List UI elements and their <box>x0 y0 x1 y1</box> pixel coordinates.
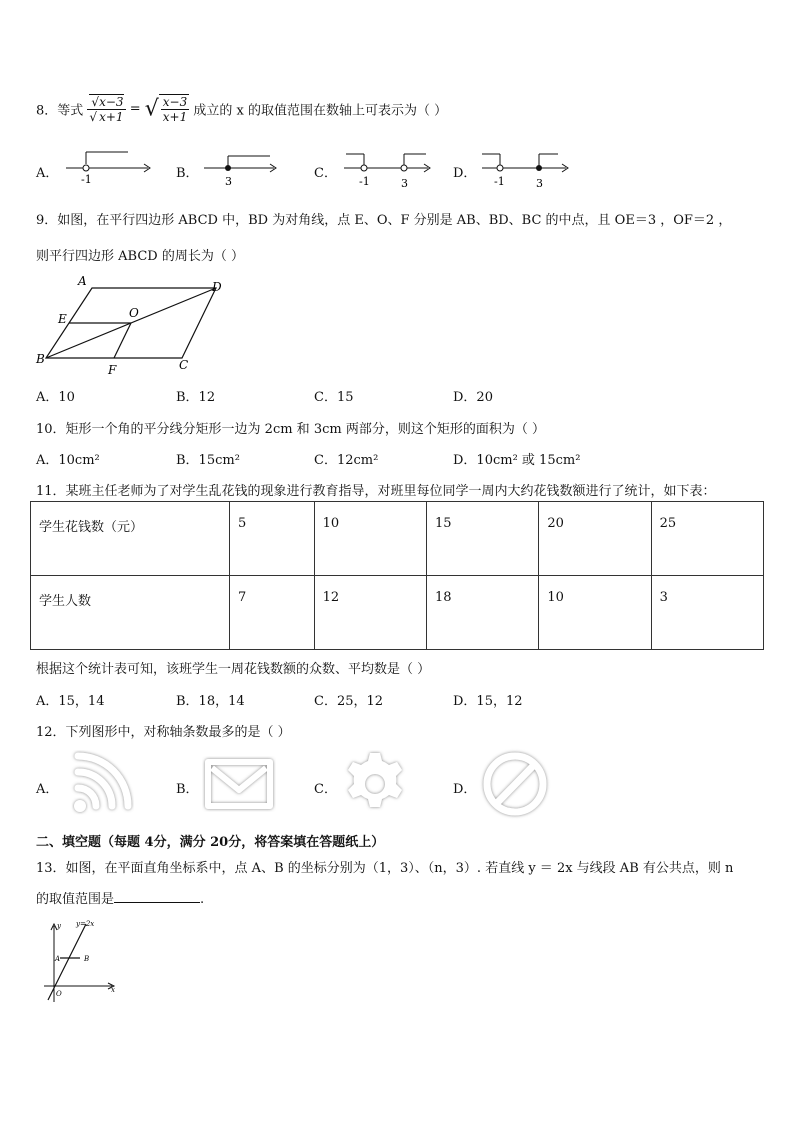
q11-statistics-table <box>30 501 764 650</box>
q10-stem: 10．矩形一个角的平分线分矩形一边为 2cm 和 3cm 两部分，则这个矩形的面积为（ ） <box>36 422 545 437</box>
label-d: D <box>212 280 222 294</box>
q8-left-den: x+1 <box>99 109 124 124</box>
q9-option-d: D．20 <box>453 390 493 405</box>
q12-option-c: C． <box>314 782 337 797</box>
q12-option-b: B． <box>176 782 199 797</box>
q8-d-tick-3: 3 <box>536 177 543 190</box>
answer-blank[interactable] <box>114 890 200 903</box>
q8-equals: = <box>129 101 141 117</box>
table-row <box>31 576 764 650</box>
q13-coordinate-figure <box>38 914 122 1008</box>
table-cell: 25 <box>651 502 763 576</box>
q11-stem: 11．某班主任老师为了对学生乱花钱的现象进行教育指导，对班里每位同学一周内大约花钱数额进行了统计，如下表： <box>36 484 716 499</box>
q8-option-a-numberline <box>62 148 154 188</box>
q11-option-b: B．18，14 <box>176 694 245 709</box>
q8-right-num: x−3 <box>162 95 188 109</box>
label-a13: A <box>55 955 61 963</box>
table-cell: 学生人数 <box>31 576 230 650</box>
q8-option-d-numberline <box>478 148 572 190</box>
table-cell: 12 <box>314 576 426 650</box>
table-cell: 20 <box>539 502 651 576</box>
q8-b-tick-3: 3 <box>225 175 232 188</box>
q8-option-c-numberline <box>340 148 434 190</box>
q8-option-b-label: B． <box>176 166 199 181</box>
q10-option-b: B．15cm² <box>176 453 240 468</box>
q9-option-a: A．10 <box>36 390 75 405</box>
q8-left-fraction: $\frac{√x-3}{√ x+1}$ <box>89 94 124 124</box>
q9-option-c: C．15 <box>314 390 354 405</box>
q13-line2 <box>36 888 204 907</box>
label-e: E <box>58 312 67 326</box>
q12-option-d: D． <box>453 782 477 797</box>
section2-title: 二、填空题（每题 4分，满分 20分，将答案填在答题纸上） <box>36 835 385 850</box>
q10-option-c: C．12cm² <box>314 453 379 468</box>
q8-right-fraction <box>159 94 189 124</box>
q8-option-d-label: D． <box>453 166 477 181</box>
q11-question: 根据这个统计表可知，该班学生一周花钱数额的众数、平均数是（ ） <box>36 662 431 677</box>
table-cell: 15 <box>426 502 538 576</box>
table-cell: 3 <box>651 576 763 650</box>
table-cell: 10 <box>539 576 651 650</box>
q8-left-num: x−3 <box>99 94 124 109</box>
q13-line2-end: . <box>200 892 205 907</box>
q10-option-a: A．10cm² <box>36 453 100 468</box>
q12-stem: 12．下列图形中，对称轴条数最多的是（ ） <box>36 725 291 740</box>
label-b: B <box>36 352 45 366</box>
label-o13: O <box>56 990 62 998</box>
q8-d-tick-neg1: -1 <box>494 175 505 188</box>
wifi-icon <box>62 750 134 818</box>
q13-line1: 13．如图，在平面直角坐标系中，点 A、B 的坐标分别为（1，3）、（n，3）. 若直线 y ＝ 2x 与线段 AB 有公共点，则 n <box>36 861 734 876</box>
q8-stem: 8．等式 $\frac{√x-3}{√ x+1}$ = √ $\frac{x-3}{x+1}$ 成立的 x 的取值范围在数轴上可表示为（ ） <box>36 94 448 124</box>
q11-option-d: D．15，12 <box>453 694 523 709</box>
table-cell: 10 <box>314 502 426 576</box>
table-cell: 18 <box>426 576 538 650</box>
label-line: y=2x <box>76 920 95 928</box>
no-entry-icon <box>478 748 552 820</box>
label-x: x <box>111 986 115 994</box>
q8-right-den: x+1 <box>162 110 188 124</box>
q8-option-a-label: A． <box>36 166 59 181</box>
q12-option-a: A． <box>36 782 59 797</box>
q8-c-tick-3: 3 <box>401 177 408 190</box>
q8-option-b-numberline <box>200 148 280 188</box>
label-b13: B <box>84 955 90 963</box>
q8-option-c-label: C． <box>314 166 337 181</box>
gear-icon <box>340 750 410 818</box>
q11-option-c: C．25，12 <box>314 694 384 709</box>
q9-line1: 9．如图，在平行四边形 ABCD 中，BD 为对角线，点 E、O、F 分别是 AB、BD、BC 的中点，且 OE＝3 ，OF＝2 ， <box>36 213 732 228</box>
q10-option-d: D．10cm² 或 15cm² <box>453 453 581 468</box>
label-o: O <box>129 306 139 320</box>
q9-option-b: B．12 <box>176 390 216 405</box>
label-a: A <box>78 274 87 288</box>
q13-line2-text: 的取值范围是 <box>36 892 115 907</box>
q8-c-tick-neg1: -1 <box>359 175 370 188</box>
table-cell: 学生花钱数（元） <box>31 502 230 576</box>
q9-line2: 则平行四边形 ABCD 的周长为（ ） <box>36 249 244 264</box>
label-f: F <box>108 363 117 377</box>
q8-prefix: 8．等式 <box>36 103 84 119</box>
q9-parallelogram-figure <box>32 274 232 378</box>
table-cell: 5 <box>230 502 315 576</box>
table-row <box>31 502 764 576</box>
envelope-icon <box>202 756 276 812</box>
table-cell: 7 <box>230 576 315 650</box>
label-c: C <box>179 358 189 372</box>
label-y: y <box>57 922 61 930</box>
q11-option-a: A．15，14 <box>36 694 105 709</box>
q8-a-tick-neg1: -1 <box>81 173 92 186</box>
q8-suffix: 成立的 x 的取值范围在数轴上可表示为（ ） <box>193 103 448 119</box>
